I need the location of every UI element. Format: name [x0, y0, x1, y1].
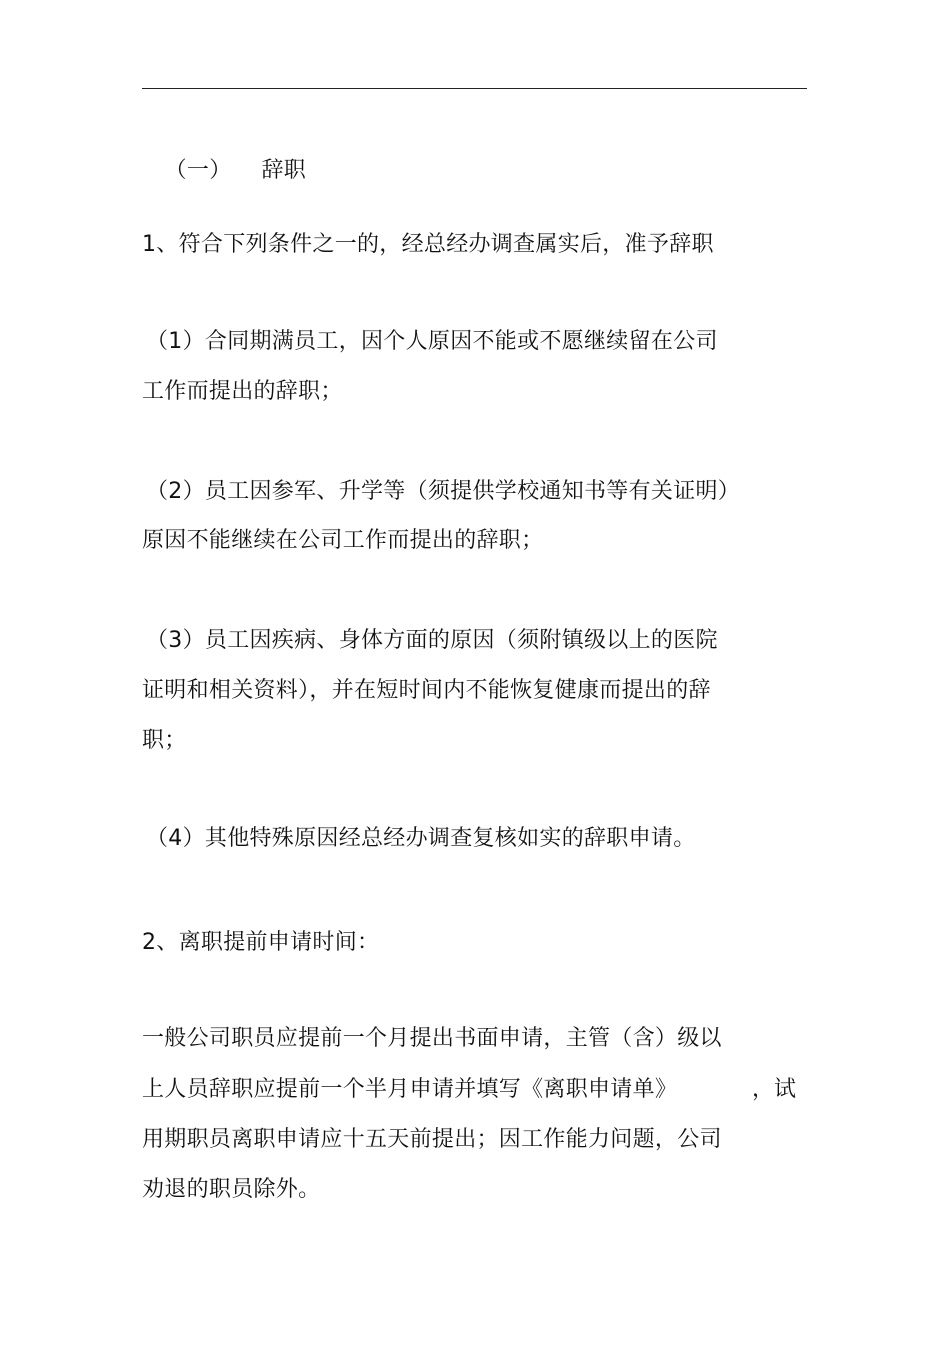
condition-2-line-1: （2）员工因参军、升学等（须提供学校通知书等有关证明） [146, 479, 741, 504]
condition-2-line-2: 原因不能继续在公司工作而提出的辞职； [142, 528, 544, 553]
section-number: （一） [164, 158, 232, 183]
condition-4-line-1: （4）其他特殊原因经总经办调查复核如实的辞职申请。 [146, 826, 696, 851]
paragraph-line-2-right: ，试 [752, 1077, 797, 1102]
condition-3-line-1: （3）员工因疾病、身体方面的原因（须附镇级以上的医院 [146, 628, 718, 653]
header-rule [142, 88, 807, 89]
condition-1-line-1: （1）合同期满员工，因个人原因不能或不愿继续留在公司 [146, 329, 718, 354]
paragraph-line-2-left: 上人员辞职应提前一个半月申请并填写《离职申请单》 [142, 1077, 678, 1102]
condition-3-line-2: 证明和相关资料），并在短时间内不能恢复健康而提出的辞 [142, 678, 711, 703]
paragraph-line-1: 一般公司职员应提前一个月提出书面申请，主管（含）级以 [142, 1026, 722, 1051]
item2-heading: 2、离职提前申请时间： [142, 930, 380, 955]
item1-heading: 1、符合下列条件之一的，经总经办调查属实后，准予辞职 [142, 232, 714, 257]
section-heading [150, 126, 306, 186]
paragraph-line-3: 用期职员离职申请应十五天前提出；因工作能力问题，公司 [142, 1127, 722, 1152]
condition-1-line-2: 工作而提出的辞职； [142, 379, 343, 404]
paragraph-line-4: 劝退的职员除外。 [142, 1177, 321, 1202]
condition-3-line-3: 职； [142, 728, 187, 753]
section-title: 辞职 [261, 158, 307, 183]
